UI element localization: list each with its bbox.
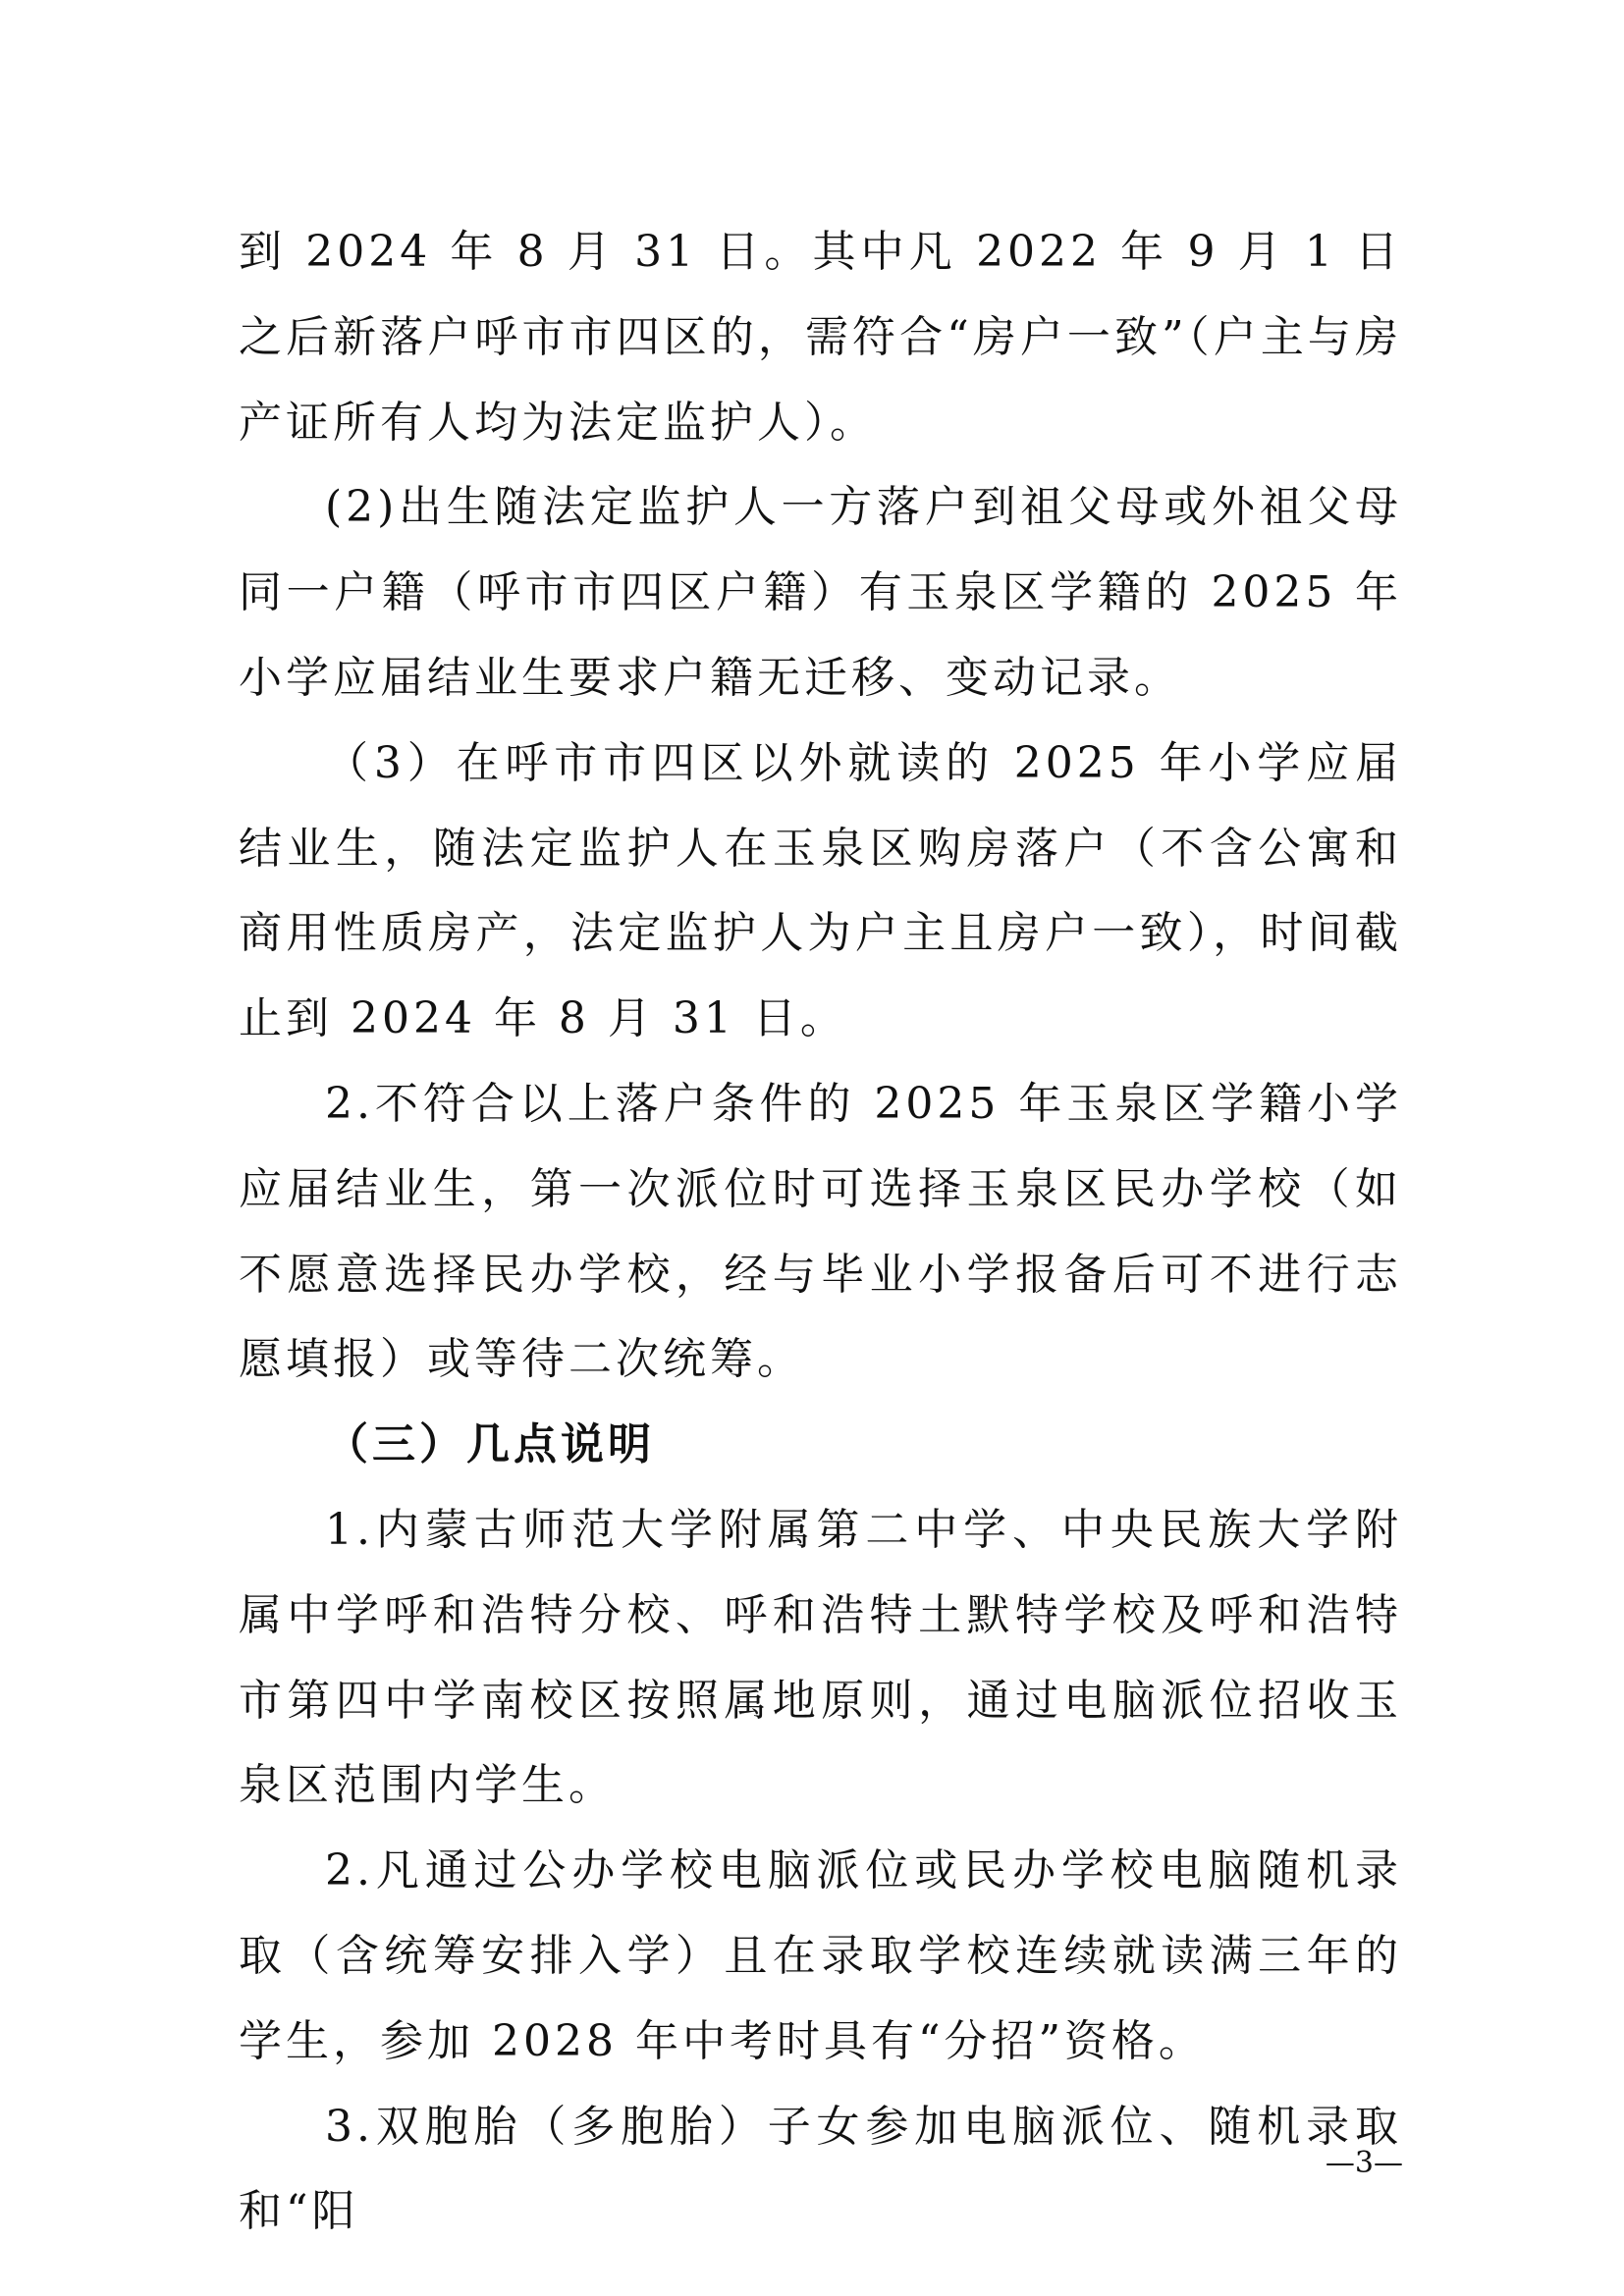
paragraph-note-2-eligibility: 2.凡通过公办学校电脑派位或民办学校电脑随机录取（含统筹安排入学）且在录取学校连续就读满三年的学生，参加 2028 年中考时具有“分招”资格。	[239, 1845, 1402, 2066]
page-number: —3—	[1325, 2146, 1403, 2180]
paragraph-note-3-twins: 3.双胞胎（多胞胎）子女参加电脑派位、随机录取和“阳	[239, 2101, 1402, 2237]
paragraph-item-2-grandparents-household: (2)出生随法定监护人一方落户到祖父母或外祖父母同一户籍（呼市市四区户籍）有玉泉区学籍的 2025 年小学应届结业生要求户籍无迁移、变动记录。	[239, 482, 1402, 703]
paragraph-note-1-schools: 1.内蒙古师范大学附属第二中学、中央民族大学附属中学呼和浩特分校、呼和浩特土默特学校及呼和浩特市第四中学南校区按照属地原则，通过电脑派位招收玉泉区范围内学生。	[239, 1504, 1402, 1811]
paragraph-residence-deadline: 到 2024 年 8 月 31 日。其中凡 2022 年 9 月 1 日之后新落户呼市市四区的，需符合“房户一致”（户主与房产证所有人均为法定监护人）。	[239, 227, 1402, 448]
section-heading-notes: （三）几点说明	[325, 1419, 655, 1470]
paragraph-item-3-outside-districts: （3）在呼市市四区以外就读的 2025 年小学应届结业生，随法定监护人在玉泉区购房落户（不含公寓和商用性质房产，法定监护人为户主且房户一致），时间截止到 2024 年 8 月 31 日。	[239, 737, 1402, 1044]
document-body	[239, 210, 1402, 2255]
paragraph-point-2-non-qualifying: 2.不符合以上落户条件的 2025 年玉泉区学籍小学应届结业生，第一次派位时可选择玉泉区民办学校（如不愿意选择民办学校，经与毕业小学报备后可不进行志愿填报）或等待二次统筹。	[239, 1078, 1402, 1385]
